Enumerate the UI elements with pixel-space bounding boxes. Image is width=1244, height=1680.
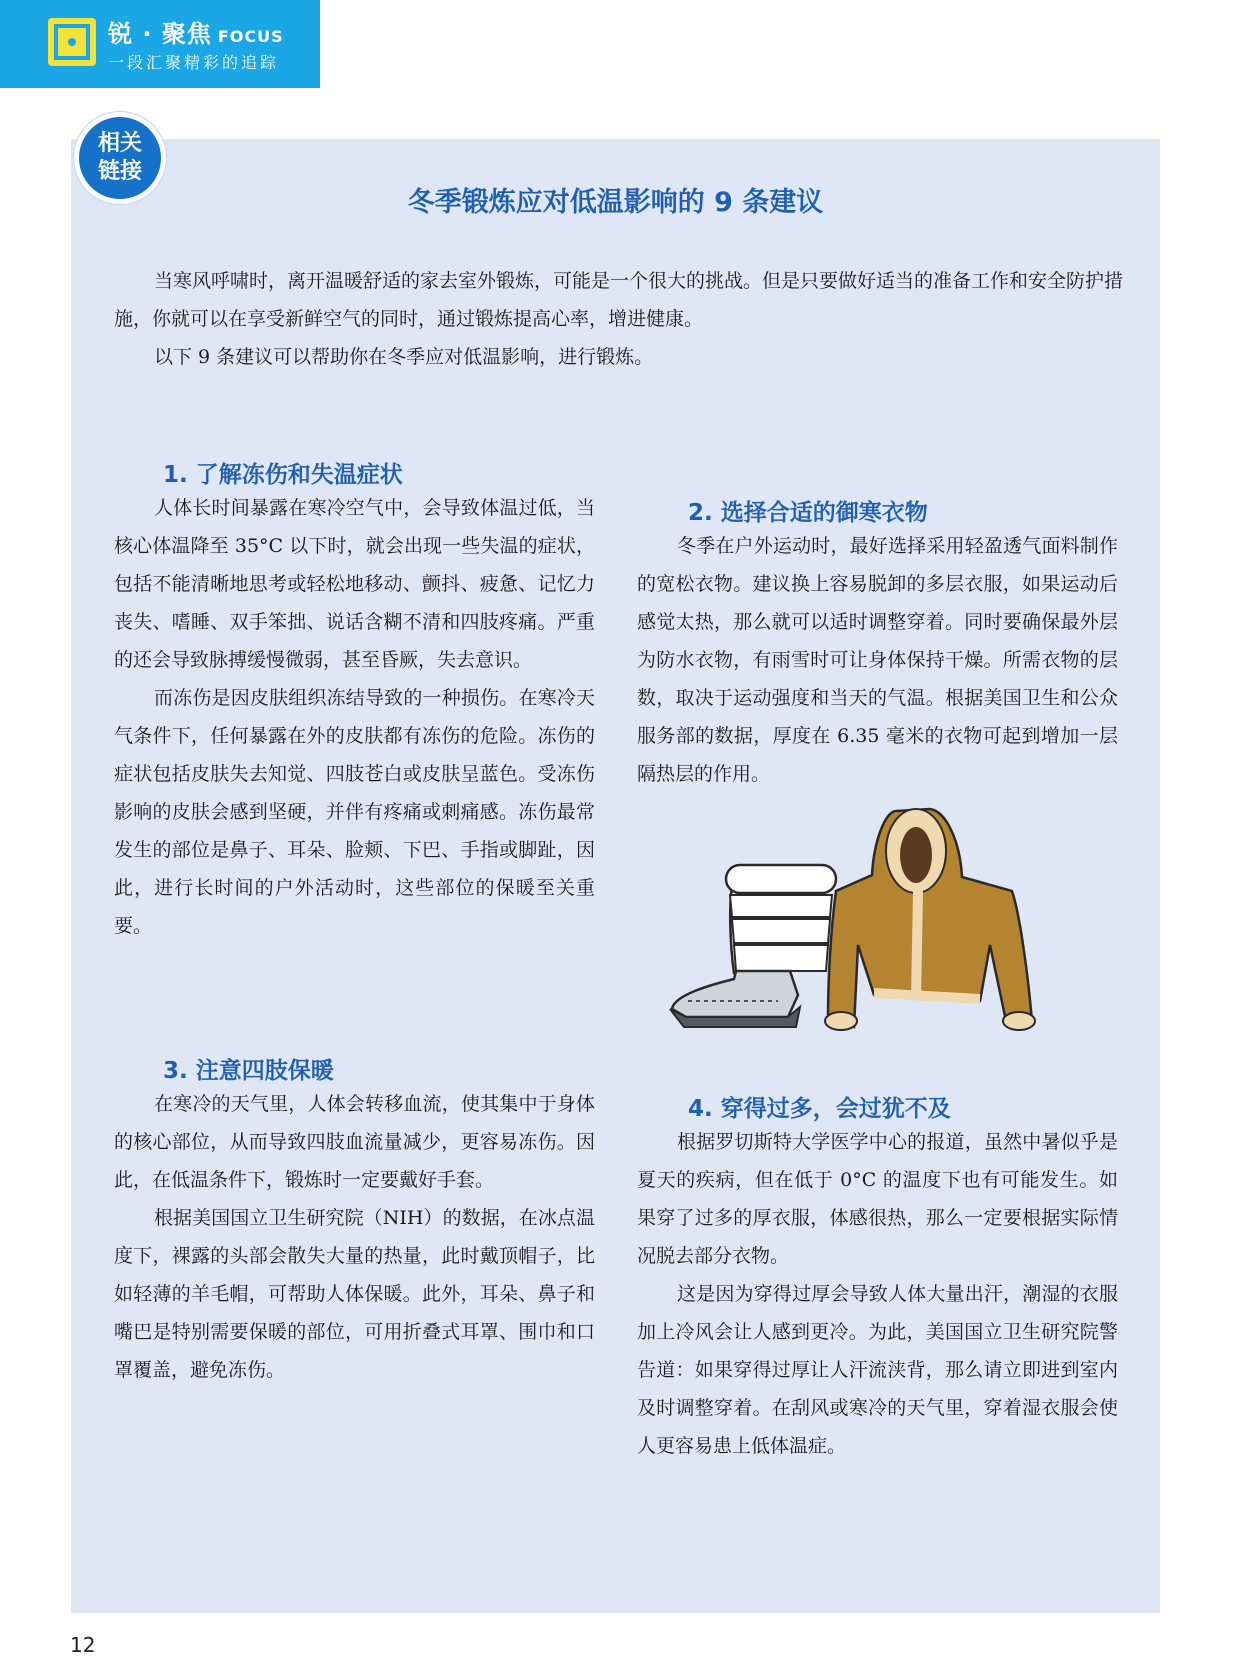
- intro-paragraph: 以下 9 条建议可以帮助你在冬季应对低温影响，进行锻炼。: [154, 346, 654, 368]
- section-4-heading: 4. 穿得过多，会过犹不及: [688, 1096, 951, 1122]
- section-1-heading: 1. 了解冻伤和失温症状: [163, 462, 403, 488]
- column-subtitle: 一段汇聚精彩的追踪: [108, 53, 280, 72]
- article-title: 冬季锻炼应对低温影响的 9 条建议: [407, 187, 824, 218]
- section-4-paragraph: 根据罗切斯特大学医学中心的报道，虽然中暑似乎是夏天的疾病，但在低于 0°C 的温度下也有可能发生。如果穿了过多的厚衣服，体感很热，那么一定要根据实际情况脱去部分衣物。: [637, 1131, 1118, 1267]
- winter-clothing-illustration: [660, 795, 1060, 1035]
- section-3-heading: 3. 注意四肢保暖: [163, 1058, 334, 1084]
- page-header: [0, 0, 320, 88]
- section-2-body: [637, 527, 1118, 793]
- decor-pixel: [306, 48, 320, 62]
- snow-boot-icon: [670, 865, 836, 1027]
- section-2-paragraph: 冬季在户外运动时，最好选择采用轻盈透气面料制作的宽松衣物。建议换上容易脱卸的多层衣服，如果运动后感觉太热，那么就可以适时调整穿着。同时要确保最外层为防水衣物，有雨雪时可让身体保持干燥。所需衣物的层数，取决于运动强度和当天的气温。根据美国卫生和公众服务部的数据，厚度在 6.35 毫米的衣物可起到增加一层隔热层的作用。: [637, 535, 1118, 785]
- section-3-paragraph: 在寒冷的天气里，人体会转移血流，使其集中于身体的核心部位，从而导致四肢血流量减少，更容易冻伤。因此，在低温条件下，锻炼时一定要戴好手套。: [114, 1093, 595, 1191]
- section-4-body: [637, 1123, 1118, 1465]
- section-1-paragraph: 而冻伤是因皮肤组织冻结导致的一种损伤。在寒冷天气条件下，任何暴露在外的皮肤都有冻伤的危险。冻伤的症状包括皮肤失去知觉、四肢苍白或皮肤呈蓝色。受冻伤影响的皮肤会感到坚硬，并伴有疼痛或刺痛感。冻伤最常发生的部位是鼻子、耳朵、脸颊、下巴、手指或脚趾，因此，进行长时间的户外活动时，这些部位的保暖至关重要。: [114, 687, 595, 937]
- column-title: [108, 14, 284, 49]
- section-2-heading: 2. 选择合适的御寒衣物: [688, 500, 928, 526]
- decor-pixel: [308, 16, 320, 28]
- section-1-paragraph: 人体长时间暴露在寒冷空气中，会导致体温过低，当核心体温降至 35°C 以下时，就会出现一些失温的症状，包括不能清晰地思考或轻松地移动、颤抖、疲惫、记忆力丧失、嗜睡、双手笨拙、说话含糊不清和四肢疼痛。严重的还会导致脉搏缓慢微弱，甚至昏厥，失去意识。: [114, 497, 595, 671]
- column-title-cn: 锐 · 聚焦: [108, 20, 212, 48]
- decor-pixel: [292, 0, 308, 16]
- column-title-en: FOCUS: [217, 27, 284, 46]
- winter-jacket-icon: [825, 809, 1035, 1030]
- section-3-body: [114, 1085, 595, 1389]
- page-number: 12: [70, 1633, 96, 1657]
- decor-pixel: [292, 34, 304, 46]
- section-4-paragraph: 这是因为穿得过厚会导致人体大量出汗，潮湿的衣服加上冷风会让人感到更冷。为此，美国国立卫生研究院警告道：如果穿得过厚让人汗流浃背，那么请立即进到室内及时调整穿着。在刮风或寒冷的天气里，穿着湿衣服会使人更容易患上低体温症。: [637, 1283, 1118, 1457]
- badge-line-2: 链接: [97, 159, 142, 184]
- section-3-paragraph: 根据美国国立卫生研究院（NIH）的数据，在冰点温度下，裸露的头部会散失大量的热量，此时戴顶帽子，比如轻薄的羊毛帽，可帮助人体保暖。此外，耳朵、鼻子和嘴巴是特别需要保暖的部位，可用折叠式耳罩、围巾和口罩覆盖，避免冻伤。: [114, 1207, 595, 1381]
- intro-paragraph: 当寒风呼啸时，离开温暖舒适的家去室外锻炼，可能是一个很大的挑战。但是只要做好适当的准备工作和安全防护措施，你就可以在享受新鲜空气的同时，通过锻炼提高心率，增进健康。: [114, 270, 1124, 330]
- badge-line-1: 相关: [97, 131, 142, 156]
- section-1-body: [114, 489, 595, 945]
- article-intro: [114, 262, 1124, 376]
- focus-logo-icon: [48, 18, 96, 66]
- decor-pixel: [290, 66, 302, 78]
